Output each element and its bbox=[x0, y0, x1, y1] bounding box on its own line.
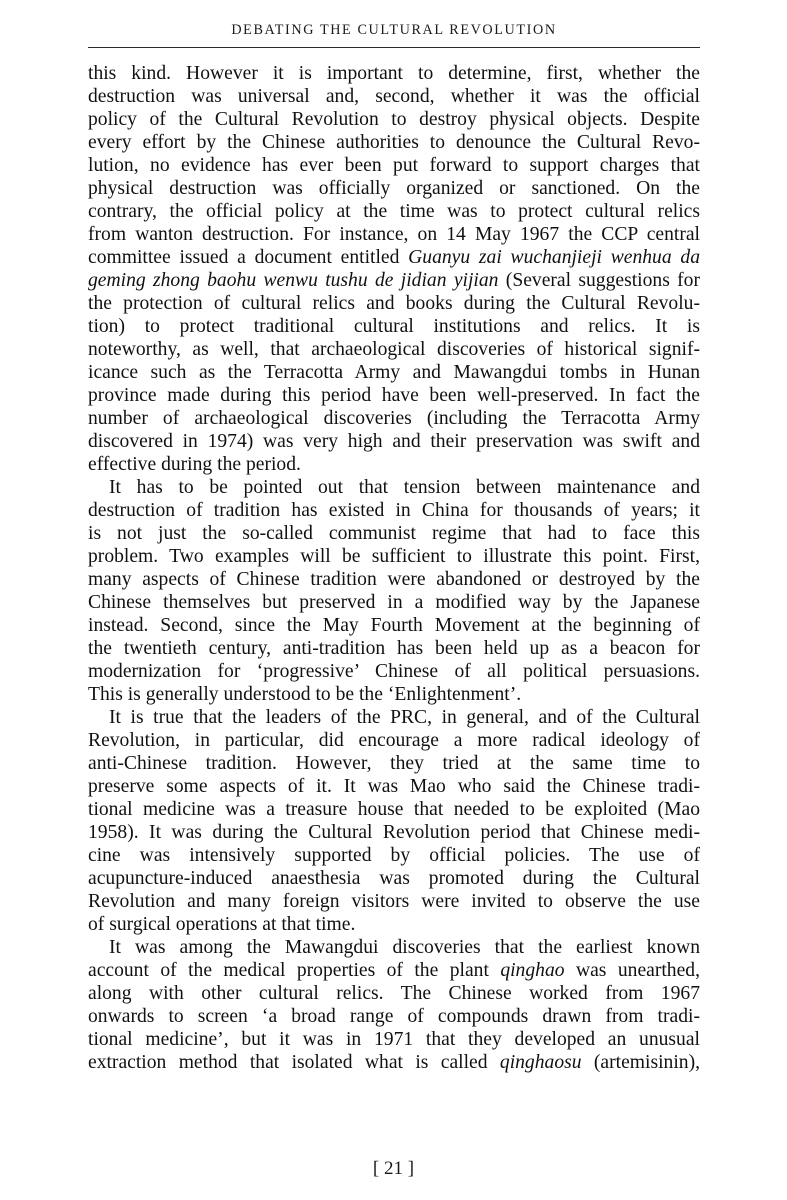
text-run: many aspects of Chinese tradition were abandoned or destroyed by the bbox=[88, 569, 700, 590]
text-line bbox=[88, 384, 700, 407]
text-line bbox=[88, 407, 700, 430]
text-run: (artemisinin), bbox=[581, 1052, 700, 1073]
text-run: account of the medical properties of the plant bbox=[88, 960, 501, 981]
text-line bbox=[88, 568, 700, 591]
text-line bbox=[88, 154, 700, 177]
text-run: (Several suggestions for bbox=[498, 270, 700, 291]
text-run: this kind. However it is important to determine, first, whether the bbox=[88, 63, 700, 84]
text-run: destruction of tradition has existed in China for thousands of years; it bbox=[88, 500, 700, 521]
text-line bbox=[88, 522, 700, 545]
italic-term: qinghaosu bbox=[499, 1052, 582, 1073]
running-head: DEBATING THE CULTURAL REVOLUTION bbox=[231, 22, 557, 38]
text-line bbox=[88, 614, 700, 637]
text-line bbox=[88, 338, 700, 361]
text-run: the twentieth century, anti-tradition has been held up as a beacon for bbox=[88, 638, 700, 659]
header-rule bbox=[88, 47, 700, 48]
text-run: modernization for ‘progressive’ Chinese of all political persuasions. bbox=[88, 661, 700, 682]
text-run: tional medicine’, but it was in 1971 that they developed an unusual bbox=[88, 1029, 700, 1050]
text-line bbox=[88, 982, 700, 1005]
text-line bbox=[88, 361, 700, 384]
page-number: [ 21 ] bbox=[372, 1158, 415, 1179]
text-line bbox=[88, 131, 700, 154]
text-line bbox=[88, 867, 700, 890]
text-line bbox=[88, 246, 700, 269]
text-run: is not just the so-called communist regime that had to face this bbox=[88, 523, 700, 544]
text-line bbox=[88, 890, 700, 913]
text-line bbox=[88, 683, 700, 706]
text-run: problem. Two examples will be sufficient to illustrate this point. First, bbox=[88, 546, 700, 567]
text-line bbox=[88, 936, 700, 959]
text-run: committee issued a document entitled bbox=[88, 247, 409, 268]
text-run: It was among the Mawangdui discoveries that the earliest known bbox=[109, 937, 700, 958]
text-run: province made during this period have been well-preserved. In fact the bbox=[88, 385, 700, 406]
text-line bbox=[88, 844, 700, 867]
text-run: destruction was universal and, second, whether it was the official bbox=[88, 86, 700, 107]
text-run: was unearthed, bbox=[564, 960, 700, 981]
text-line bbox=[88, 269, 700, 292]
text-line bbox=[88, 476, 700, 499]
text-line bbox=[88, 200, 700, 223]
text-run: every effort by the Chinese authorities to denounce the Cultural Revo- bbox=[88, 132, 700, 153]
text-run: noteworthy, as well, that archaeological discoveries of historical signif- bbox=[88, 339, 700, 360]
text-line bbox=[88, 453, 700, 476]
text-run: contrary, the official policy at the time was to protect cultural relics bbox=[88, 201, 700, 222]
text-run: Revolution, in particular, did encourage a more radical ideology of bbox=[88, 730, 700, 751]
text-line bbox=[88, 729, 700, 752]
text-run: This is generally understood to be the ‘Enlightenment’. bbox=[88, 684, 522, 705]
text-line bbox=[88, 62, 700, 85]
text-run: preserve some aspects of it. It was Mao who said the Chinese tradi- bbox=[88, 776, 700, 797]
text-line bbox=[88, 660, 700, 683]
text-line bbox=[88, 959, 700, 982]
text-line bbox=[88, 1005, 700, 1028]
text-line bbox=[88, 637, 700, 660]
text-run: discovered in 1974) was very high and their preservation was swift and bbox=[88, 431, 700, 452]
text-line bbox=[88, 1028, 700, 1051]
text-run: lution, no evidence has ever been put forward to support charges that bbox=[88, 155, 700, 176]
text-line bbox=[88, 177, 700, 200]
text-run: along with other cultural relics. The Chinese worked from 1967 bbox=[88, 983, 700, 1004]
text-run: It is true that the leaders of the PRC, in general, and of the Cultural bbox=[109, 707, 700, 728]
text-run: of surgical operations at that time. bbox=[88, 914, 356, 935]
text-run: 1958). It was during the Cultural Revolution period that Chinese medi- bbox=[88, 822, 700, 843]
text-run: tional medicine was a treasure house that needed to be exploited (Mao bbox=[88, 799, 700, 820]
text-run: It has to be pointed out that tension between maintenance and bbox=[109, 477, 700, 498]
text-line bbox=[88, 545, 700, 568]
text-line bbox=[88, 775, 700, 798]
text-run: effective during the period. bbox=[88, 454, 301, 475]
text-line bbox=[88, 223, 700, 246]
text-line bbox=[88, 430, 700, 453]
text-run: the protection of cultural relics and books during the Cultural Revolu- bbox=[88, 293, 700, 314]
text-line bbox=[88, 85, 700, 108]
text-run: instead. Second, since the May Fourth Movement at the beginning of bbox=[88, 615, 700, 636]
text-line bbox=[88, 591, 700, 614]
text-run: number of archaeological discoveries (including the Terracotta Army bbox=[88, 408, 700, 429]
text-line bbox=[88, 821, 700, 844]
italic-term: geming zhong baohu wenwu tushu de jidian yijian bbox=[88, 270, 499, 291]
text-line bbox=[88, 108, 700, 131]
text-run: onwards to screen ‘a broad range of compounds drawn from tradi- bbox=[88, 1006, 700, 1027]
text-run: acupuncture-induced anaesthesia was promoted during the Cultural bbox=[88, 868, 700, 889]
text-run: Revolution and many foreign visitors were invited to observe the use bbox=[88, 891, 700, 912]
body-text bbox=[88, 62, 700, 1074]
text-line bbox=[88, 499, 700, 522]
text-line bbox=[88, 752, 700, 775]
text-run: physical destruction was officially organized or sanctioned. On the bbox=[88, 178, 700, 199]
text-run: tion) to protect traditional cultural institutions and relics. It is bbox=[88, 316, 700, 337]
text-run: Chinese themselves but preserved in a modified way by the Japanese bbox=[88, 592, 700, 613]
text-line bbox=[88, 706, 700, 729]
text-run: cine was intensively supported by official policies. The use of bbox=[88, 845, 700, 866]
text-line bbox=[88, 292, 700, 315]
text-run: from wanton destruction. For instance, on 14 May 1967 the CCP central bbox=[88, 224, 700, 245]
text-run: policy of the Cultural Revolution to destroy physical objects. Despite bbox=[88, 109, 700, 130]
italic-term: qinghao bbox=[500, 960, 565, 981]
text-run: icance such as the Terracotta Army and Mawangdui tombs in Hunan bbox=[88, 362, 700, 383]
text-line bbox=[88, 1051, 700, 1074]
text-line bbox=[88, 798, 700, 821]
text-line bbox=[88, 913, 700, 936]
text-run: extraction method that isolated what is called bbox=[88, 1052, 500, 1073]
text-line bbox=[88, 315, 700, 338]
italic-term: Guanyu zai wuchanjieji wenhua da bbox=[408, 247, 700, 268]
text-run: anti-Chinese tradition. However, they tried at the same time to bbox=[88, 753, 700, 774]
